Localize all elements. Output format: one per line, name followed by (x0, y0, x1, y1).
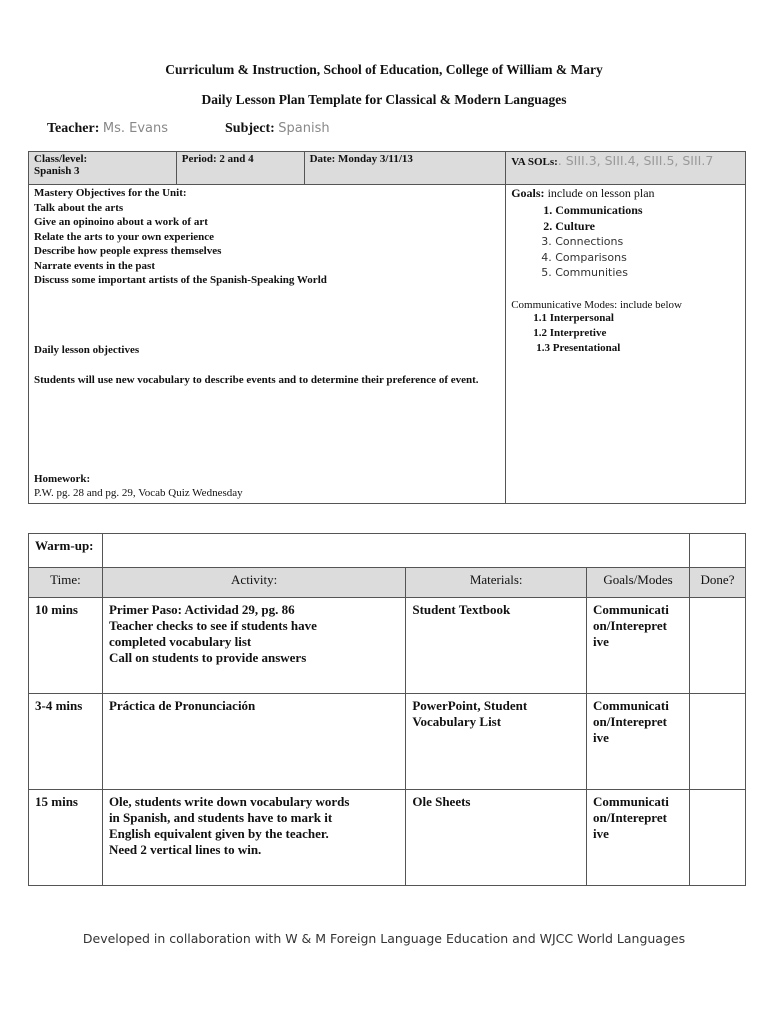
va-sols-value: . SIII.3, SIII.4, SIII.5, SIII.7 (557, 153, 714, 168)
document-subtitle: Daily Lesson Plan Template for Classical & Modern Languages (201, 92, 567, 107)
goals-modes-cell (587, 598, 690, 694)
warmup-empty (102, 534, 689, 568)
col-header-activity: Activity: (102, 568, 405, 598)
goals-line: ive (593, 634, 609, 649)
mastery-objective: Relate the arts to your own experience (34, 230, 215, 243)
class-level-value: Spanish 3 (34, 165, 80, 177)
va-sols-cell (506, 152, 746, 185)
goals-list (511, 203, 740, 281)
time-cell: 15 mins (29, 790, 103, 886)
daily-objectives-text: Students will use new vocabulary to describe events and to determine their preference of event. (34, 374, 479, 386)
goal-item: 2. Culture (555, 219, 740, 235)
done-cell[interactable] (690, 694, 746, 790)
materials-line: Student Textbook (412, 602, 511, 617)
done-cell[interactable] (690, 790, 746, 886)
materials-line: PowerPoint, Student (412, 698, 528, 713)
mode-item: 1.1 Interpersonal (533, 311, 614, 324)
period-cell: Period: 2 and 4 (176, 152, 304, 185)
modes-heading: Communicative Modes: include below (511, 298, 682, 311)
goals-heading (511, 186, 740, 201)
goals-note: include on lesson plan (547, 186, 655, 200)
mode-item: 1.3 Presentational (536, 341, 621, 354)
materials-line: Ole Sheets (412, 794, 471, 809)
activity-line: Teacher checks to see if students have (108, 618, 317, 633)
daily-objectives-label: Daily lesson objectives (34, 344, 140, 356)
goals-line: Communicati (593, 698, 669, 713)
footer-text: Developed in collaboration with W & M Foreign Language Education and WJCC World Languages (82, 931, 686, 946)
goal-item: 3. Connections (555, 234, 740, 250)
activity-line: Primer Paso: Actividad 29, pg. 86 (108, 602, 295, 617)
homework-text: P.W. pg. 28 and pg. 29, Vocab Quiz Wednesday (34, 487, 243, 499)
materials-line: Vocabulary List (412, 714, 502, 729)
goal-item: 1. Communications (555, 203, 740, 219)
subject-value: Spanish (278, 121, 330, 136)
done-cell[interactable] (690, 598, 746, 694)
goals-line: on/Interepret (593, 714, 667, 729)
activity-line: Call on students to provide answers (108, 650, 307, 665)
subject-label: Subject: (225, 121, 275, 136)
activity-line: Need 2 vertical lines to win. (108, 842, 262, 857)
date-cell: Date: Monday 3/11/13 (304, 152, 506, 185)
teacher-subject-row (47, 121, 330, 137)
goal-item: 5. Communities (555, 265, 740, 281)
mode-item: 1.2 Interpretive (533, 326, 607, 339)
activity-line: in Spanish, and students have to mark it (108, 810, 333, 825)
class-level-cell (29, 152, 177, 185)
mastery-objective: Give an opinoino about a work of art (34, 216, 208, 228)
col-header-time: Time: (29, 568, 103, 598)
materials-cell (406, 598, 587, 694)
activity-cell (102, 790, 405, 886)
teacher-value: Ms. Evans (102, 121, 168, 136)
table-row (29, 694, 746, 790)
col-header-done: Done? (690, 568, 746, 598)
va-sols-label: VA SOLs: (511, 156, 558, 168)
teacher-label: Teacher: (47, 121, 100, 136)
time-cell: 3-4 mins (29, 694, 103, 790)
goals-line: on/Interepret (593, 618, 667, 633)
materials-cell (406, 694, 587, 790)
table-row (29, 598, 746, 694)
time-cell: 10 mins (29, 598, 103, 694)
goal-item: 4. Comparisons (555, 250, 740, 266)
goals-modes-cell (587, 790, 690, 886)
mastery-objective: Talk about the arts (34, 201, 124, 214)
mastery-heading: Mastery Objectives for the Unit: (34, 187, 187, 199)
mastery-objective: Discuss some important artists of the Spanish-Speaking World (34, 274, 327, 286)
activity-line: Ole, students write down vocabulary words (108, 794, 350, 809)
col-header-goals: Goals/Modes (587, 568, 690, 598)
lesson-plan-table (28, 151, 746, 504)
col-header-materials: Materials: (406, 568, 587, 598)
goals-line: Communicati (593, 602, 669, 617)
goals-cell (506, 185, 746, 504)
activity-cell (102, 598, 405, 694)
warmup-done (690, 534, 746, 568)
objectives-cell (29, 185, 506, 504)
homework-label: Homework: (34, 473, 91, 485)
goals-line: on/Interepret (593, 810, 667, 825)
activity-line: English equivalent given by the teacher. (108, 826, 329, 841)
activity-line: Práctica de Pronunciación (108, 698, 256, 713)
class-level-label: Class/level: (34, 153, 88, 165)
goals-line: Communicati (593, 794, 669, 809)
mastery-objective: Narrate events in the past (34, 259, 155, 272)
table-row (29, 790, 746, 886)
mastery-objective: Describe how people express themselves (34, 245, 222, 257)
activity-line: completed vocabulary list (108, 634, 252, 649)
goals-line: ive (593, 826, 609, 841)
warmup-cell: Warm-up: (29, 534, 103, 568)
goals-line: ive (593, 730, 609, 745)
goals-label: Goals: (511, 186, 545, 200)
activity-cell (102, 694, 405, 790)
document-title: Curriculum & Instruction, School of Education, College of William & Mary (165, 62, 603, 77)
materials-cell (406, 790, 587, 886)
goals-modes-cell (587, 694, 690, 790)
activity-table (28, 533, 746, 886)
